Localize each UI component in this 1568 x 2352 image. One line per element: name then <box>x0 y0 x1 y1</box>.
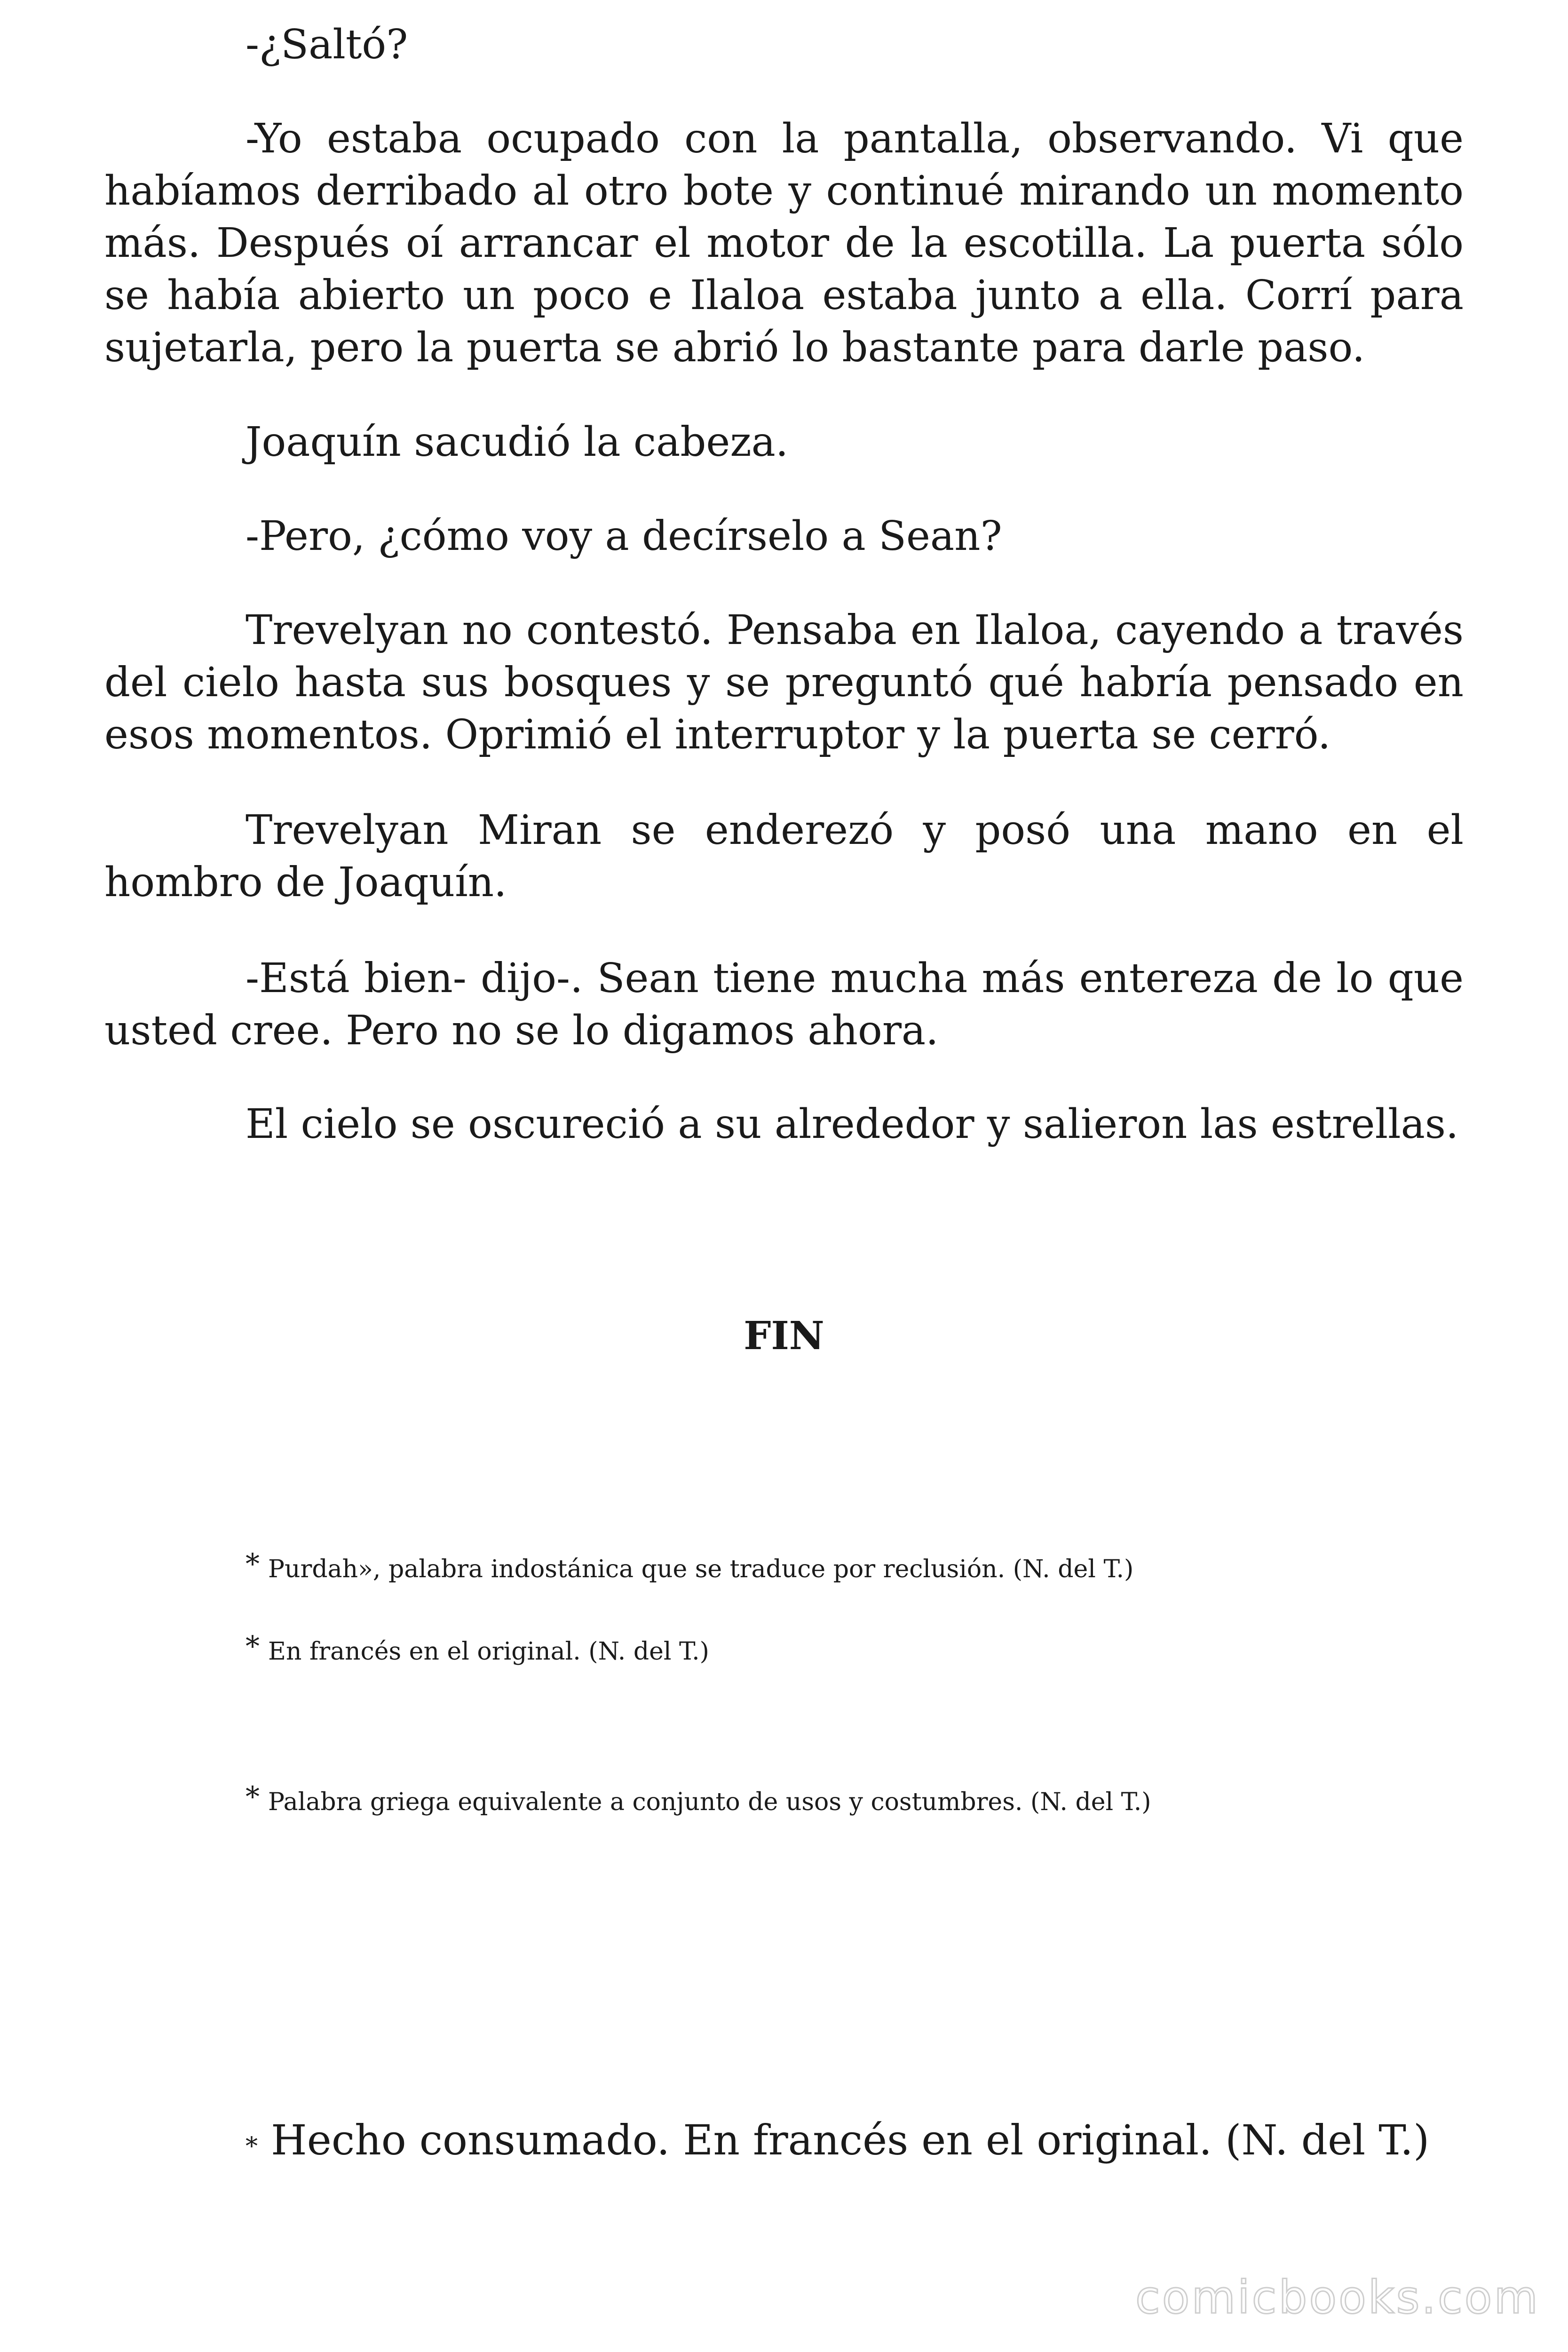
footnote-text: Purdah», palabra indostánica que se traduce por reclusión. (N. del T.) <box>268 1555 1134 1583</box>
footnote-3 <box>245 1780 1151 1819</box>
watermark: comicbooks.com <box>1135 2271 1540 2324</box>
paragraph-4: -Pero, ¿cómo voy a decírselo a Sean? <box>245 513 1002 560</box>
footnote-2 <box>245 1630 709 1668</box>
end-marker: FIN <box>744 1313 824 1359</box>
paragraph-3: Joaquín sacudió la cabeza. <box>245 419 789 466</box>
paragraph-8: El cielo se oscureció a su alrededor y salieron las estrellas. <box>245 1101 1459 1148</box>
footnote-mark: * <box>245 1630 260 1663</box>
footnote-mark: * <box>245 2132 258 2161</box>
footnote-mark: * <box>245 1548 260 1581</box>
footnote-4 <box>245 2114 1429 2172</box>
paragraph-7: -Está bien- dijo-. Sean tiene mucha más entereza de lo que usted cree. Pero no se lo digamos ahora. <box>104 955 1464 1054</box>
footnote-text: En francés en el original. (N. del T.) <box>268 1637 709 1666</box>
paragraph-2: -Yo estaba ocupado con la pantalla, observando. Vi que habíamos derribado al otro bote y continué mirando un momento más. Después oí arrancar el motor de la escotilla. La puerta sólo se había abierto un poco e Ilaloa estaba junto a ella. Corrí para sujetarla, pero la puerta se abrió lo bastante para darle paso. <box>104 115 1464 371</box>
paragraph-6: Trevelyan Miran se enderezó y posó una mano en el hombro de Joaquín. <box>104 807 1464 906</box>
footnote-mark: * <box>245 1780 260 1813</box>
paragraph-5: Trevelyan no contestó. Pensaba en Ilaloa, cayendo a través del cielo hasta sus bosques y se preguntó qué habría pensado en esos momentos. Oprimió el interruptor y la puerta se cerró. <box>104 607 1464 758</box>
paragraph-1: -¿Saltó? <box>245 21 408 68</box>
footnote-text: Palabra griega equivalente a conjunto de usos y costumbres. (N. del T.) <box>268 1788 1151 1816</box>
footnote-1 <box>245 1548 1133 1586</box>
footnote-text: Hecho consumado. En francés en el original. (N. del T.) <box>271 2116 1430 2164</box>
